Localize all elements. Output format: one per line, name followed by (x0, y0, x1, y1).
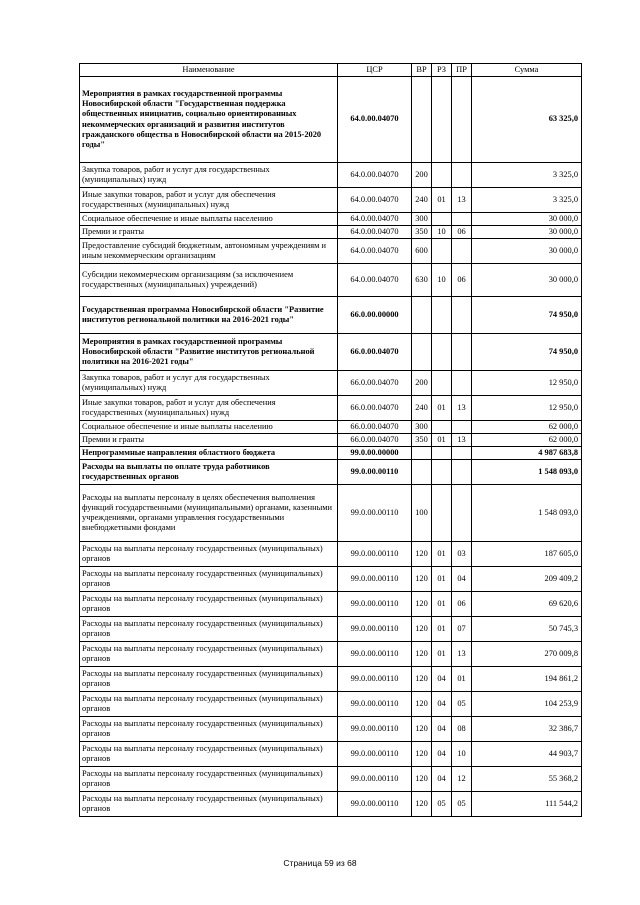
table-body (80, 77, 582, 817)
cell-pr: 06 (452, 264, 472, 297)
cell-sum: 62 000,0 (472, 421, 582, 434)
cell-name: Расходы на выплаты персоналу государственных (муниципальных) органов (80, 667, 338, 692)
cell-sum: 30 000,0 (472, 264, 582, 297)
cell-rz (432, 460, 452, 485)
cell-sum: 104 253,9 (472, 692, 582, 717)
cell-vr: 120 (412, 767, 432, 792)
cell-name: Государственная программа Новосибирской области "Развитие институтов региональной политики на 2016-2021 годы" (80, 297, 338, 334)
cell-vr: 120 (412, 692, 432, 717)
table-row (80, 334, 582, 371)
cell-rz (432, 447, 452, 460)
cell-name: Расходы на выплаты по оплате труда работников государственных органов (80, 460, 338, 485)
cell-vr: 350 (412, 226, 432, 239)
header-csr: ЦСР (338, 64, 412, 77)
cell-pr (452, 77, 472, 163)
cell-vr (412, 297, 432, 334)
cell-csr: 64.0.00.04070 (338, 213, 412, 226)
cell-rz (432, 421, 452, 434)
table-row (80, 485, 582, 542)
cell-sum: 69 620,6 (472, 592, 582, 617)
table-row (80, 792, 582, 817)
table-row (80, 239, 582, 264)
cell-rz: 01 (432, 592, 452, 617)
cell-csr: 99.0.00.00110 (338, 460, 412, 485)
cell-csr: 66.0.00.00000 (338, 297, 412, 334)
cell-pr: 05 (452, 792, 472, 817)
cell-sum: 30 000,0 (472, 239, 582, 264)
cell-csr: 99.0.00.00110 (338, 485, 412, 542)
cell-vr: 120 (412, 567, 432, 592)
cell-csr: 99.0.00.00110 (338, 742, 412, 767)
cell-name: Непрограммные направления областного бюджета (80, 447, 338, 460)
cell-name: Закупка товаров, работ и услуг для государственных (муниципальных) нужд (80, 163, 338, 188)
cell-csr: 99.0.00.00110 (338, 767, 412, 792)
cell-sum: 209 409,2 (472, 567, 582, 592)
table-row (80, 617, 582, 642)
cell-vr: 120 (412, 642, 432, 667)
cell-pr: 01 (452, 667, 472, 692)
table-row (80, 226, 582, 239)
table-row (80, 77, 582, 163)
cell-pr: 05 (452, 692, 472, 717)
table-row (80, 297, 582, 334)
table-row (80, 421, 582, 434)
cell-csr: 66.0.00.04070 (338, 334, 412, 371)
cell-name: Расходы на выплаты персоналу государственных (муниципальных) органов (80, 767, 338, 792)
cell-name: Расходы на выплаты персоналу государственных (муниципальных) органов (80, 692, 338, 717)
table-row (80, 742, 582, 767)
table-row (80, 447, 582, 460)
cell-rz (432, 334, 452, 371)
cell-rz: 01 (432, 396, 452, 421)
cell-vr: 120 (412, 617, 432, 642)
cell-vr: 100 (412, 485, 432, 542)
cell-rz: 01 (432, 188, 452, 213)
cell-vr (412, 77, 432, 163)
cell-vr (412, 334, 432, 371)
cell-rz (432, 77, 452, 163)
cell-vr: 120 (412, 717, 432, 742)
cell-pr: 13 (452, 188, 472, 213)
cell-csr: 99.0.00.00110 (338, 567, 412, 592)
cell-csr: 99.0.00.00110 (338, 592, 412, 617)
table-row (80, 460, 582, 485)
cell-sum: 4 987 683,8 (472, 447, 582, 460)
cell-sum: 32 386,7 (472, 717, 582, 742)
cell-pr (452, 485, 472, 542)
table-row (80, 434, 582, 447)
cell-name: Иные закупки товаров, работ и услуг для обеспечения государственных (муниципальных) нужд (80, 396, 338, 421)
cell-pr: 06 (452, 592, 472, 617)
cell-rz (432, 239, 452, 264)
cell-sum: 30 000,0 (472, 213, 582, 226)
cell-vr: 240 (412, 188, 432, 213)
cell-sum: 3 325,0 (472, 188, 582, 213)
cell-name: Предоставление субсидий бюджетным, автономным учреждениям и иным некоммерческим организациям (80, 239, 338, 264)
cell-rz: 04 (432, 692, 452, 717)
cell-vr: 120 (412, 742, 432, 767)
table-row (80, 188, 582, 213)
cell-csr: 99.0.00.00110 (338, 642, 412, 667)
cell-csr: 99.0.00.00110 (338, 692, 412, 717)
cell-sum: 55 368,2 (472, 767, 582, 792)
cell-sum: 63 325,0 (472, 77, 582, 163)
cell-csr: 99.0.00.00110 (338, 717, 412, 742)
cell-pr (452, 334, 472, 371)
cell-sum: 1 548 093,0 (472, 485, 582, 542)
cell-vr: 120 (412, 667, 432, 692)
cell-vr: 120 (412, 792, 432, 817)
cell-name: Расходы на выплаты персоналу государственных (муниципальных) органов (80, 742, 338, 767)
table-row (80, 592, 582, 617)
cell-sum: 74 950,0 (472, 297, 582, 334)
cell-sum: 50 745,3 (472, 617, 582, 642)
cell-rz (432, 297, 452, 334)
cell-sum: 194 861,2 (472, 667, 582, 692)
cell-rz (432, 371, 452, 396)
cell-pr: 07 (452, 617, 472, 642)
cell-name: Расходы на выплаты персоналу государственных (муниципальных) органов (80, 567, 338, 592)
cell-csr: 64.0.00.04070 (338, 188, 412, 213)
cell-pr: 12 (452, 767, 472, 792)
cell-pr: 13 (452, 396, 472, 421)
cell-name: Расходы на выплаты персоналу государственных (муниципальных) органов (80, 642, 338, 667)
cell-pr: 04 (452, 567, 472, 592)
cell-csr: 64.0.00.04070 (338, 77, 412, 163)
cell-csr: 99.0.00.00110 (338, 792, 412, 817)
cell-sum: 111 544,2 (472, 792, 582, 817)
table-row (80, 642, 582, 667)
cell-sum: 74 950,0 (472, 334, 582, 371)
header-vr: ВР (412, 64, 432, 77)
cell-pr (452, 239, 472, 264)
cell-name: Расходы на выплаты персоналу в целях обеспечения выполнения функций государственными (муниципальными) органами, казенными учреждениями, органами управления государственными внебюджетными фондами (80, 485, 338, 542)
cell-rz: 04 (432, 717, 452, 742)
table-row (80, 567, 582, 592)
table-header-row (80, 64, 582, 77)
cell-vr: 630 (412, 264, 432, 297)
cell-vr: 350 (412, 434, 432, 447)
cell-name: Премии и гранты (80, 226, 338, 239)
cell-rz (432, 485, 452, 542)
cell-pr: 03 (452, 542, 472, 567)
cell-rz: 10 (432, 226, 452, 239)
cell-sum: 187 605,0 (472, 542, 582, 567)
cell-vr: 300 (412, 213, 432, 226)
cell-name: Расходы на выплаты персоналу государственных (муниципальных) органов (80, 592, 338, 617)
cell-name: Мероприятия в рамках государственной программы Новосибирской области "Государственная поддержка общественных инициатив, социально ориентированных некоммерческих организаций и развития институтов гражданского общества в Новосибирской области на 2015-2020 годы" (80, 77, 338, 163)
header-sum: Сумма (472, 64, 582, 77)
cell-csr: 64.0.00.04070 (338, 239, 412, 264)
cell-name: Расходы на выплаты персоналу государственных (муниципальных) органов (80, 542, 338, 567)
cell-rz (432, 163, 452, 188)
cell-name: Социальное обеспечение и иные выплаты населению (80, 213, 338, 226)
cell-vr: 600 (412, 239, 432, 264)
cell-name: Иные закупки товаров, работ и услуг для обеспечения государственных (муниципальных) нужд (80, 188, 338, 213)
cell-vr: 120 (412, 592, 432, 617)
cell-name: Мероприятия в рамках государственной программы Новосибирской области "Развитие институтов региональной политики на 2016-2021 годы" (80, 334, 338, 371)
cell-pr (452, 371, 472, 396)
cell-sum: 12 950,0 (472, 396, 582, 421)
table-row (80, 213, 582, 226)
cell-pr: 06 (452, 226, 472, 239)
cell-vr (412, 460, 432, 485)
cell-csr: 66.0.00.04070 (338, 421, 412, 434)
table-row (80, 692, 582, 717)
cell-pr (452, 297, 472, 334)
cell-name: Социальное обеспечение и иные выплаты населению (80, 421, 338, 434)
cell-name: Закупка товаров, работ и услуг для государственных (муниципальных) нужд (80, 371, 338, 396)
table-row (80, 163, 582, 188)
cell-csr: 66.0.00.04070 (338, 371, 412, 396)
cell-rz: 05 (432, 792, 452, 817)
cell-name: Расходы на выплаты персоналу государственных (муниципальных) органов (80, 617, 338, 642)
cell-name: Премии и гранты (80, 434, 338, 447)
cell-vr: 200 (412, 371, 432, 396)
cell-rz: 01 (432, 542, 452, 567)
cell-name: Расходы на выплаты персоналу государственных (муниципальных) органов (80, 792, 338, 817)
cell-pr (452, 460, 472, 485)
cell-pr: 13 (452, 434, 472, 447)
cell-sum: 1 548 093,0 (472, 460, 582, 485)
cell-sum: 12 950,0 (472, 371, 582, 396)
cell-vr (412, 447, 432, 460)
cell-vr: 120 (412, 542, 432, 567)
cell-rz: 04 (432, 742, 452, 767)
cell-rz: 04 (432, 767, 452, 792)
cell-pr: 10 (452, 742, 472, 767)
cell-pr: 08 (452, 717, 472, 742)
cell-sum: 3 325,0 (472, 163, 582, 188)
header-name: Наименование (80, 64, 338, 77)
cell-pr (452, 421, 472, 434)
table-row (80, 264, 582, 297)
header-rz: РЗ (432, 64, 452, 77)
cell-rz: 01 (432, 434, 452, 447)
table-row (80, 667, 582, 692)
cell-vr: 300 (412, 421, 432, 434)
cell-sum: 62 000,0 (472, 434, 582, 447)
cell-pr: 13 (452, 642, 472, 667)
cell-rz: 01 (432, 617, 452, 642)
cell-csr: 66.0.00.04070 (338, 434, 412, 447)
page-number: Страница 59 из 68 (283, 858, 357, 868)
cell-rz: 04 (432, 667, 452, 692)
table-row (80, 717, 582, 742)
cell-sum: 270 009,8 (472, 642, 582, 667)
table-row (80, 767, 582, 792)
table-row (80, 371, 582, 396)
cell-vr: 240 (412, 396, 432, 421)
cell-csr: 64.0.00.04070 (338, 226, 412, 239)
cell-csr: 64.0.00.04070 (338, 264, 412, 297)
cell-csr: 64.0.00.04070 (338, 163, 412, 188)
cell-sum: 44 903,7 (472, 742, 582, 767)
table-row (80, 396, 582, 421)
cell-csr: 99.0.00.00110 (338, 617, 412, 642)
cell-pr (452, 163, 472, 188)
cell-csr: 99.0.00.00110 (338, 667, 412, 692)
cell-csr: 99.0.00.00110 (338, 542, 412, 567)
cell-sum: 30 000,0 (472, 226, 582, 239)
cell-rz: 10 (432, 264, 452, 297)
header-pr: ПР (452, 64, 472, 77)
cell-csr: 66.0.00.04070 (338, 396, 412, 421)
cell-pr (452, 213, 472, 226)
cell-name: Расходы на выплаты персоналу государственных (муниципальных) органов (80, 717, 338, 742)
cell-rz (432, 213, 452, 226)
budget-table (79, 63, 582, 817)
cell-name: Субсидии некоммерческим организациям (за исключением государственных (муниципальных) учреждений) (80, 264, 338, 297)
table-row (80, 542, 582, 567)
cell-csr: 99.0.00.00000 (338, 447, 412, 460)
cell-rz: 01 (432, 567, 452, 592)
cell-pr (452, 447, 472, 460)
cell-vr: 200 (412, 163, 432, 188)
cell-rz: 01 (432, 642, 452, 667)
